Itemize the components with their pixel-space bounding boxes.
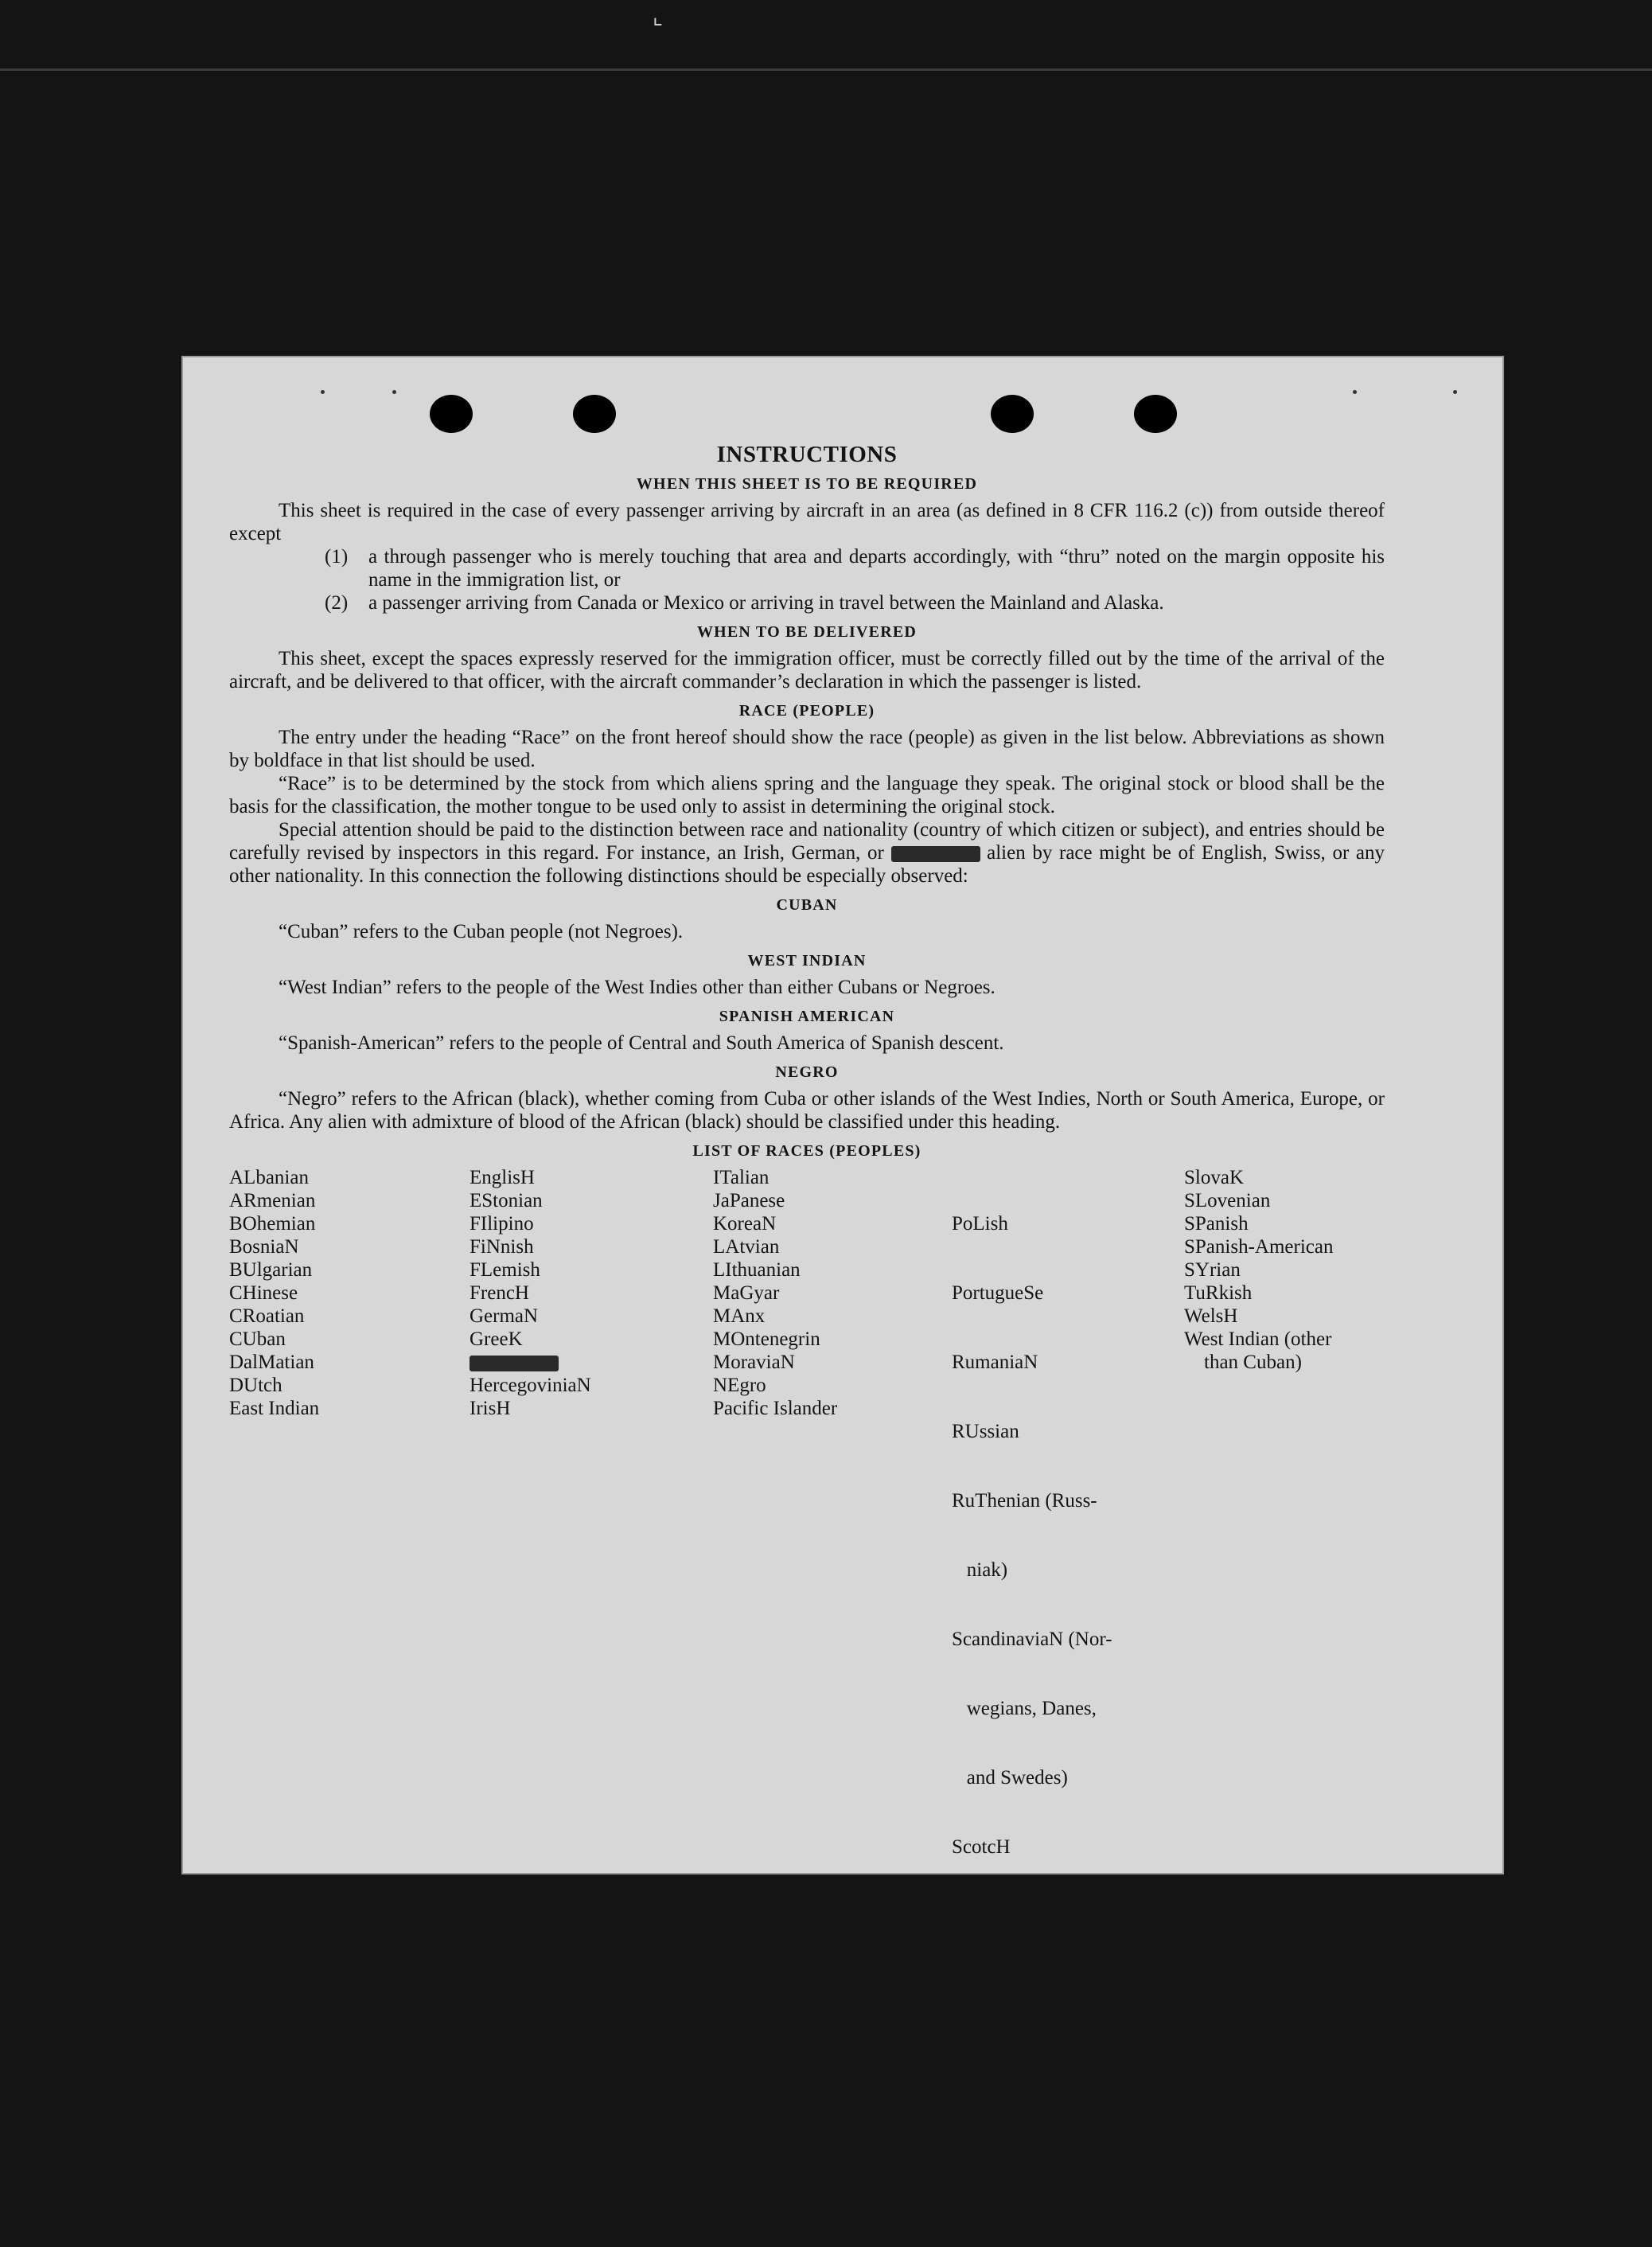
speck [392,390,396,394]
paragraph [229,818,1385,887]
printer-imprint: 16—24915-1 U. S. GOVERNMENT PRINTING OFFICE [1124,2148,1369,2157]
races-column [1184,1166,1383,1974]
race-entry: ScotcH [952,1836,1011,1858]
paragraph: This sheet, except the spaces expressly reserved for the immigration officer, must be correctly filled out by the time of the arrival of the aircraft, and be delivered to that officer, with the aircraft commander’s declaration in which the passenger is listed. [229,648,1385,692]
paragraph: “Spanish-American” refers to the people of Central and South America of Spanish descent. [279,1032,1004,1054]
races-column [952,1166,1184,1974]
race-entry: MAnx [713,1305,766,1327]
footer [229,2141,1385,2164]
race-entry: IrisH [469,1398,511,1419]
section-heading: SPANISH AMERICAN [719,1008,895,1025]
race-entry: JaPanese [713,1190,785,1211]
section-heading: RACE (PEOPLE) [738,702,875,720]
paragraph: “Permanent residence” means on this sheet actual or intended residence of one year or more. [279,2063,1016,2085]
paragraph-part: Special attention should be paid to the distinction between race and nationality (country of which citizen or subject), and entries should be carefully revised by inspectors in this regard. For instance, an Irish, German, or [229,819,1385,864]
race-entry: than Cuban) [1184,1352,1302,1373]
section-heading: WHEN THIS SHEET IS TO BE REQUIRED [636,475,978,493]
races-column [229,1166,469,1974]
race-entry: WelsH [1184,1305,1238,1327]
section-heading: NEGRO [775,1063,839,1081]
list-item [325,591,1385,614]
race-entry: SPanish-American [1184,1236,1334,1258]
race-entry [469,1351,713,1374]
section-heading: PLACE OF EMBARKATION [694,1983,920,2000]
paragraph: Place of embarkation is place where trip on aircraft is begun by alien (not merely touched as a through passenger). [279,2007,1190,2029]
race-entry: BUlgarian [229,1259,313,1281]
race-entry: GermaN [469,1305,539,1327]
race-entry: NEgro [713,1375,766,1396]
race-entry: BosniaN [229,1236,299,1258]
race-entry: LAtvian [713,1236,780,1258]
instruction-sheet [181,356,1504,2157]
race-entry: EStonian [469,1190,543,1211]
race-entry: SlovaK [1184,1167,1244,1188]
race-entry: EnglisH [469,1167,535,1188]
race-entry: niak) [952,1559,1008,1581]
paragraph-part: alien by race might be of English, Swiss, or any other nationality. In this connection the following distinctions should be especially observed: [229,842,1385,887]
punch-hole [573,395,616,433]
race-entry: DalMatian [229,1352,314,1373]
race-entry: ALbanian [229,1167,309,1188]
section-heading: WEST INDIAN [747,952,867,969]
section-heading: CUBAN [776,896,838,914]
race-entry: ITalian [713,1167,770,1188]
list-item [325,545,1385,591]
section-heading: LIST OF RACES (PEOPLES) [692,1142,921,1160]
section-heading: PERMANENT RESIDENCE [698,2038,916,2056]
paragraph: “State” in the United States means the State, Territory, District of Columbia, or Possession, as the case may be. [279,2119,1162,2140]
paragraph: This sheet is required in the case of every passenger arriving by aircraft in an area (as defined in 8 CFR 116.2 (c)) from outside thereof except [229,500,1385,544]
redaction-mark [469,1356,559,1371]
race-entry: FIlipino [469,1213,534,1235]
scan-mark: ⌞ [653,5,664,29]
paragraph: “Race” is to be determined by the stock from which aliens spring and the language they speak. The original stock or blood shall be the basis for the classification, the mother tongue to be used only to assist in determining the original stock. [229,773,1385,817]
punch-hole [430,395,473,433]
section-heading: STATE [779,2094,835,2112]
race-entry: ScandinaviaN (Nor- [952,1629,1112,1650]
scan-top-rule [0,68,1652,71]
speck [1453,390,1457,394]
race-entry: CRoatian [229,1305,305,1327]
race-entry: ARmenian [229,1190,316,1211]
race-entry: West Indian (other [1184,1328,1332,1350]
race-entry: KoreaN [713,1213,777,1235]
speck [1353,390,1357,394]
list-number: (1) [325,546,349,568]
race-entry: East Indian [229,1398,320,1419]
paragraph: “West Indian” refers to the people of the West Indies other than either Cubans or Negroes. [279,977,995,998]
races-column [469,1166,713,1974]
list-number: (2) [325,592,349,614]
race-entry: FrencH [469,1282,529,1304]
race-entry: RuThenian (Russ- [952,1490,1097,1512]
paragraph: The entry under the heading “Race” on the front hereof should show the race (people) as given in the list below. Abbreviations as shown by boldface in that list should be used. [229,727,1385,771]
race-entry: SPanish [1184,1213,1249,1235]
race-entry: GreeK [469,1328,523,1350]
race-entry: Pacific Islander [713,1398,838,1419]
race-entry: SErbian [952,1906,1016,1927]
race-entry: TuRkish [1184,1282,1253,1304]
list-text: a passenger arriving from Canada or Mexico or arriving in travel between the Mainland and Alaska. [368,592,1164,614]
races-column [713,1166,952,1974]
punch-hole [991,395,1034,433]
race-entry: PoLish [952,1213,1008,1235]
race-entry: BOhemian [229,1213,316,1235]
list-text: a through passenger who is merely touching that area and departs accordingly, with “thru” noted on the margin opposite his name in the immigration list, or [368,546,1385,591]
speck [321,390,325,394]
section-heading: WHEN TO BE DELIVERED [696,623,918,641]
race-entry: LIthuanian [713,1259,801,1281]
race-entry: MoraviaN [713,1352,795,1373]
race-entry: and Swedes) [952,1767,1068,1789]
page-title: INSTRUCTIONS [716,442,898,467]
paragraph: “Cuban” refers to the Cuban people (not Negroes). [279,921,684,942]
race-entry: SYrian [1184,1259,1241,1281]
punch-hole [1134,395,1177,433]
race-entry: SLovenian [1184,1190,1271,1211]
race-entry: HercegoviniaN [469,1375,591,1396]
race-entry: PortugueSe [952,1282,1044,1304]
race-entry: RumaniaN [952,1352,1038,1373]
redaction-mark [891,846,980,862]
instructions-body [229,443,1385,2164]
race-entry: MaGyar [713,1282,780,1304]
paragraph: “Negro” refers to the African (black), whether coming from Cuba or other islands of the West Indies, North or South America, Europe, or Africa. Any alien with admixture of blood of the African (black) should be classified under this heading. [229,1088,1385,1133]
race-entry: DUtch [229,1375,282,1396]
race-entry: CHinese [229,1282,298,1304]
race-entry: CUban [229,1328,286,1350]
race-entry: wegians, Danes, [952,1698,1097,1719]
race-entry: MOntenegrin [713,1328,820,1350]
races-list [229,1166,1385,1974]
race-entry: FLemish [469,1259,540,1281]
race-entry: RUssian [952,1421,1019,1442]
race-entry: FiNnish [469,1236,534,1258]
